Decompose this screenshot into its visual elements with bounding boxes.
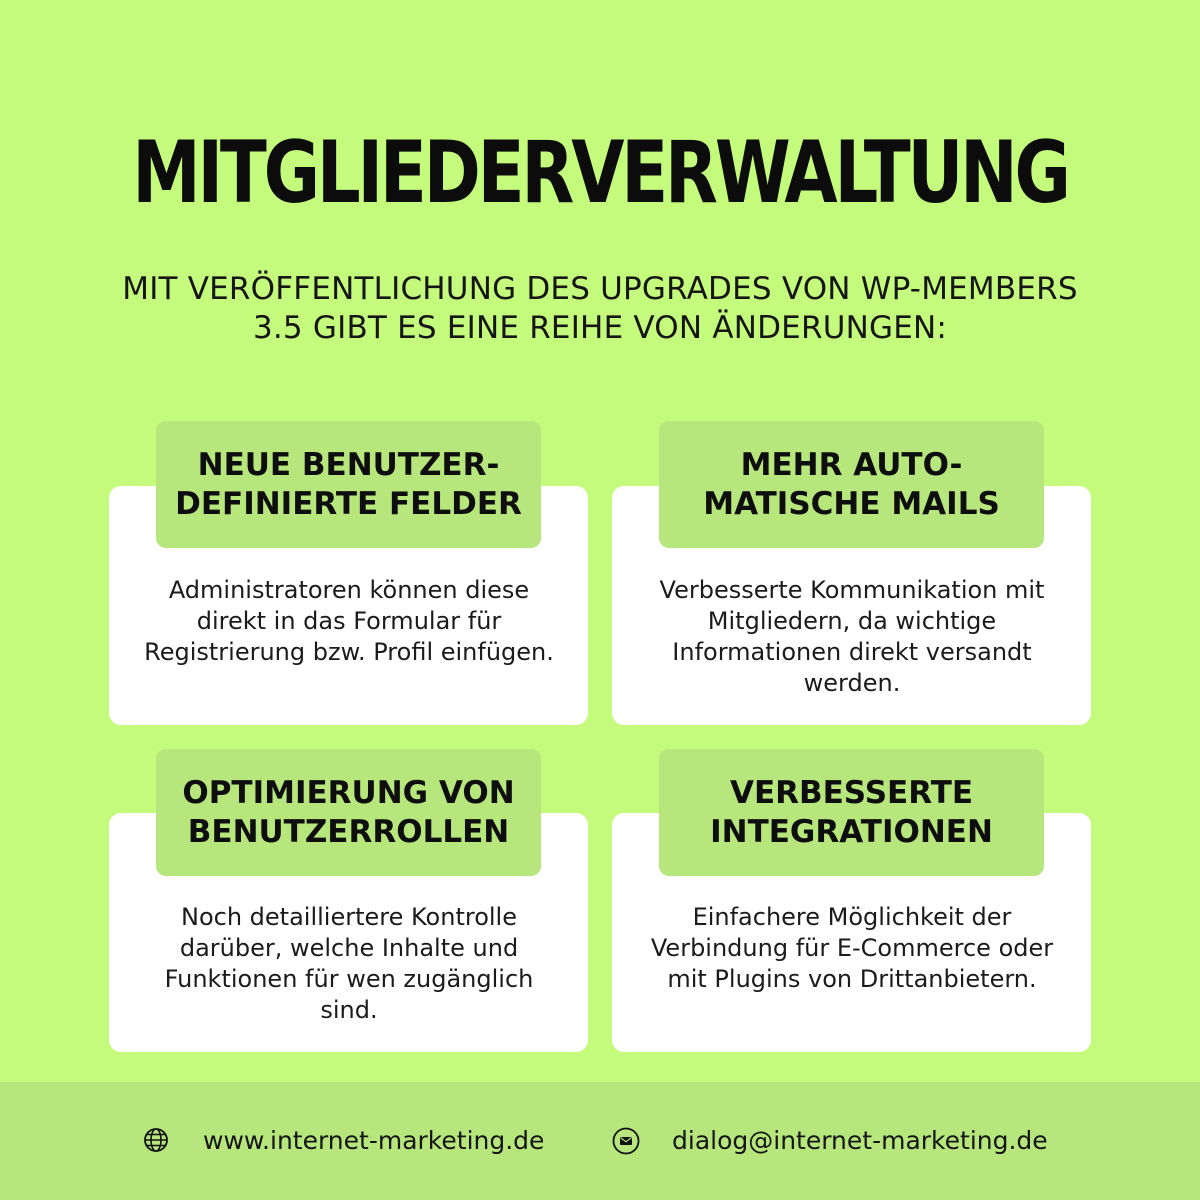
feature-card-text: Noch detailliertere Kontrolle darüber, welche Inhalte und Funktionen für wen zugänglich sind.	[164, 903, 534, 1024]
feature-card-heading: MEHR AUTO-MATISCHE MAILS	[659, 421, 1044, 548]
email-link[interactable]: dialog@internet-marketing.de	[672, 1125, 1048, 1155]
footer-email[interactable]	[612, 1123, 1048, 1157]
footer-website[interactable]	[143, 1123, 544, 1157]
envelope-icon	[612, 1127, 638, 1153]
page-title: MITGLIEDERVERWALTUNG	[132, 123, 1068, 223]
feature-card-heading: OPTIMIERUNG VON BENUTZERROLLEN	[156, 749, 541, 876]
feature-card-heading: NEUE BENUTZER-DEFINIERTE FELDER	[156, 421, 541, 548]
feature-card-heading: VERBESSERTE INTEGRATIONEN	[659, 749, 1044, 876]
feature-card-text: Administratoren können diese direkt in das Formular für Registrierung bzw. Profil einfügen.	[144, 576, 554, 666]
page-subtitle: MIT VERÖFFENTLICHUNG DES UPGRADES VON WP-MEMBERS 3.5 GIBT ES EINE REIHE VON ÄNDERUNGEN:	[122, 271, 1078, 346]
feature-card-text: Verbesserte Kommunikation mit Mitgliedern, da wichtige Informationen direkt versandt werden.	[659, 576, 1045, 697]
website-link[interactable]: www.internet-marketing.de	[203, 1125, 545, 1155]
feature-card-text: Einfachere Möglichkeit der Verbindung für E-Commerce oder mit Plugins von Drittanbietern.	[650, 903, 1054, 993]
globe-icon	[143, 1127, 169, 1153]
